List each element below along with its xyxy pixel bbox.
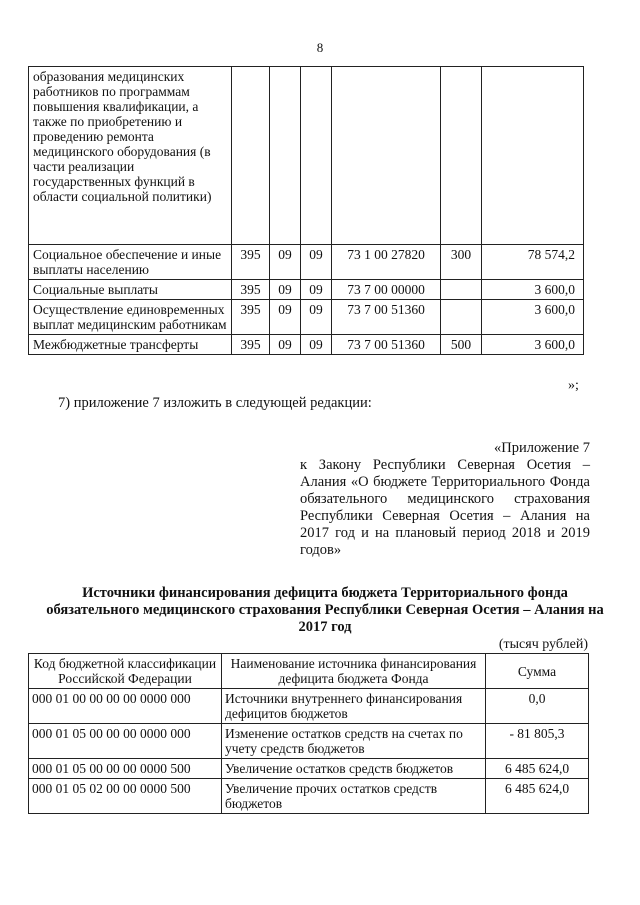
row-grbs	[232, 67, 270, 245]
row-sum: 6 485 624,0	[486, 759, 589, 779]
row-vr	[441, 300, 482, 335]
row-code: 000 01 00 00 00 00 0000 000	[29, 689, 222, 724]
row-name: Социальные выплаты	[29, 280, 232, 300]
row-name: Межбюджетные трансферты	[29, 335, 232, 355]
row-sum: 3 600,0	[482, 300, 584, 335]
row-sum: 6 485 624,0	[486, 779, 589, 814]
row-grbs: 395	[232, 335, 270, 355]
row-name: Осуществление единовременных выплат медицинским работникам	[29, 300, 232, 335]
row-pr: 09	[301, 300, 332, 335]
row-name: Социальное обеспечение и иные выплаты населению	[29, 245, 232, 280]
row-sum	[482, 67, 584, 245]
row-vr	[441, 67, 482, 245]
row-csr	[332, 67, 441, 245]
units-label: (тысяч рублей)	[498, 637, 588, 652]
row-name: Изменение остатков средств на счетах по учету средств бюджетов	[222, 724, 486, 759]
row-code: 000 01 05 00 00 00 0000 500	[29, 759, 222, 779]
row-sum: 78 574,2	[482, 245, 584, 280]
expenditure-table	[28, 66, 584, 355]
row-rz: 09	[270, 335, 301, 355]
sources-table	[28, 653, 589, 814]
row-rz	[270, 67, 301, 245]
appendix-heading: «Приложение 7	[494, 440, 590, 456]
table-row	[29, 335, 584, 355]
table-row	[29, 245, 584, 280]
row-code: 000 01 05 02 00 00 0000 500	[29, 779, 222, 814]
row-pr	[301, 67, 332, 245]
row-rz: 09	[270, 280, 301, 300]
row-csr: 73 7 00 00000	[332, 280, 441, 300]
row-sum: 3 600,0	[482, 335, 584, 355]
document-title: Источники финансирования дефицита бюджета Территориального фонда обязательного медицинского страхования Республики Северная Осетия – Алания на 2017 год	[46, 585, 604, 635]
row-vr	[441, 280, 482, 300]
table-row	[29, 300, 584, 335]
header-name: Наименование источника финансирования дефицита бюджета Фонда	[222, 654, 486, 689]
row-pr: 09	[301, 245, 332, 280]
row-csr: 73 7 00 51360	[332, 335, 441, 355]
table-row	[29, 724, 589, 759]
row-pr: 09	[301, 335, 332, 355]
header-sum: Сумма	[486, 654, 589, 689]
row-code: 000 01 05 00 00 00 0000 000	[29, 724, 222, 759]
table-row	[29, 759, 589, 779]
row-name: Увеличение остатков средств бюджетов	[222, 759, 486, 779]
row-rz: 09	[270, 245, 301, 280]
page-number: 8	[316, 40, 324, 55]
table-row	[29, 67, 584, 245]
row-grbs: 395	[232, 300, 270, 335]
row-sum: 0,0	[486, 689, 589, 724]
row-name: Источники внутреннего финансирования дефицитов бюджетов	[222, 689, 486, 724]
appendix-body: к Закону Республики Северная Осетия – Алания «О бюджете Территориального Фонда обязательного медицинского страхования Республики Северная Осетия – Алания на 2017 год и на плановый период 2018 и 2019 годов»	[300, 457, 590, 558]
row-name: Увеличение прочих остатков средств бюджетов	[222, 779, 486, 814]
table-row	[29, 280, 584, 300]
row-grbs: 395	[232, 245, 270, 280]
table-header-row	[29, 654, 589, 689]
table-row	[29, 779, 589, 814]
header-code: Код бюджетной классификации Российской Федерации	[29, 654, 222, 689]
row-sum: 3 600,0	[482, 280, 584, 300]
row-rz: 09	[270, 300, 301, 335]
appendix-reference	[300, 440, 590, 559]
row-vr: 300	[441, 245, 482, 280]
row-csr: 73 1 00 27820	[332, 245, 441, 280]
row-csr: 73 7 00 51360	[332, 300, 441, 335]
row-pr: 09	[301, 280, 332, 300]
amendment-item: 7) приложение 7 изложить в следующей редакции:	[58, 395, 372, 411]
row-grbs: 395	[232, 280, 270, 300]
table-row	[29, 689, 589, 724]
closing-quote: »;	[568, 378, 579, 393]
row-vr: 500	[441, 335, 482, 355]
row-name: образования медицинских работников по программам повышения квалификации, а также по приобретению и проведению ремонта медицинского оборудования (в части реализации государственных функций в области социальной политики)	[29, 67, 232, 245]
row-sum: - 81 805,3	[486, 724, 589, 759]
